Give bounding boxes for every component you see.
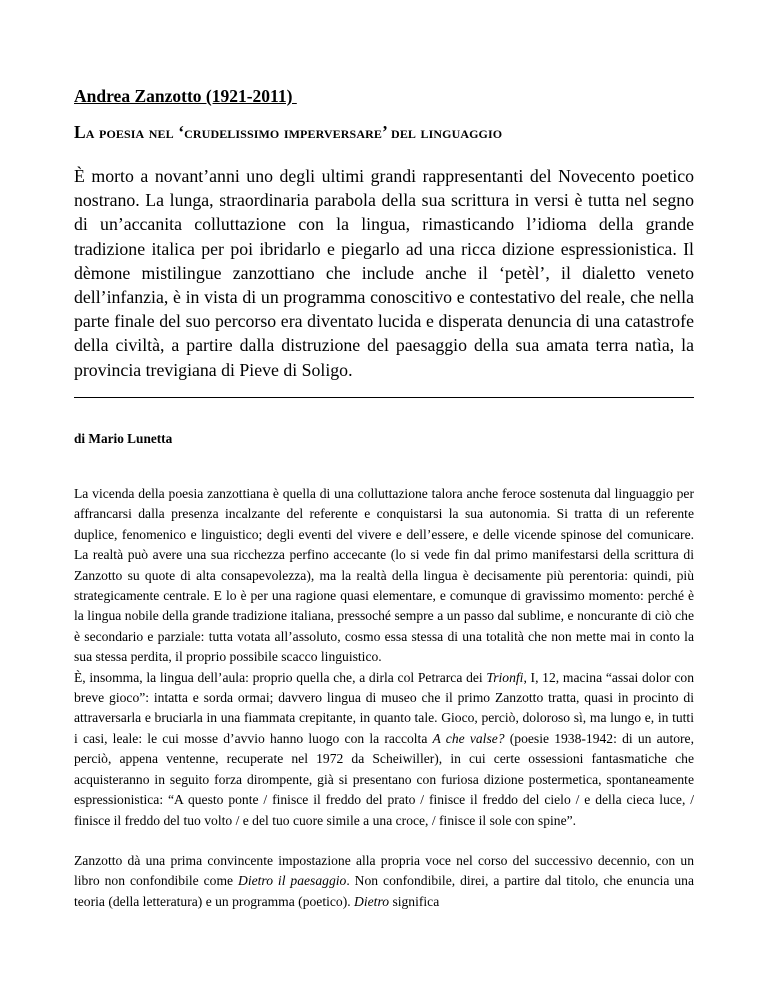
italic-title: Dietro il paesaggio: [238, 873, 347, 889]
italic-title: Trionfi: [486, 669, 524, 685]
document-title: Andrea Zanzotto (1921-2011): [74, 86, 297, 106]
author-byline: di Mario Lunetta: [74, 431, 173, 446]
italic-title: A che valse?: [432, 730, 505, 746]
document-subtitle: La poesia nel ‘crudelissimo imperversare’ del linguaggio: [74, 122, 503, 142]
body-paragraph: [74, 851, 694, 912]
abstract-paragraph: È morto a novant’anni uno degli ultimi grandi rappresentanti del Novecento poetico nostrano. La lunga, straordinaria parabola della sua scrittura in versi è tutta nel segno di un’accanita colluttazione con la lingua, rimasticando l’idioma della grande tradizione italica per poi ibridarlo e piegarlo ad una ricca dizione espressionistica. Il dèmone mistilingue zanzottiano che include anche il ‘petèl’, il dialetto veneto dell’infanzia, è in vista di un programma conoscitivo e contestativo del reale, che nella parte finale del suo percorso era diventato lucida e disperata denuncia di una catastrofe della civiltà, a partire dalla distruzione del paesaggio della sua amata terra natìa, la provincia trevigiana di Pieve di Soligo.: [74, 166, 694, 380]
italic-word: Dietro: [354, 893, 390, 909]
text-run: È, insomma, la lingua dell’aula: proprio quella che, a dirla col Petrarca dei: [74, 669, 487, 685]
text-run: . Non confondibile, direi, a partire dal titolo, che enuncia una teoria (della letteratura) e un programma (poetico).: [74, 873, 694, 909]
body-paragraph: [74, 668, 694, 831]
text-run: Zanzotto dà una prima convincente impostazione alla propria voce nel corso del successivo decennio, con un libro non confondibile come: [74, 852, 694, 889]
article-body: [74, 484, 694, 912]
horizontal-rule: [74, 397, 694, 398]
text-run: , I, 12, macina “assai dolor con breve gioco”: intatta e sorda ormai; davvero lingua di museo che il primo Zanzotto tratta, quasi in procinto di attraversarla e bruciarla in una fiammata crepitante, in quanto tale. Gioco, perciò, doloroso sì, ma lungo e, in tutti i casi, leale: le cui mosse d’avvio hanno luogo con la raccolta: [74, 669, 695, 746]
body-paragraph: La vicenda della poesia zanzottiana è quella di una colluttazione talora anche feroce sostenuta dal linguaggio per affrancarsi dalla presenza incalzante del referente e conquistarsi la sua autonomia. Si tratta di un referente duplice, fenomenico e linguistico; degli eventi del vivere e dell’essere, e delle vicende spinose del comunicare. La realtà può avere una sua ricchezza perfino accecante (lo si vede fin dal primo manifestarsi della scrittura di Zanzotto su quote di alta consapevolezza), ma la realtà della lingua è decisamente più perentoria: quindi, più strategicamente centrale. E lo è per una ragione quasi elementare, e comunque di gravissimo momento: perché è la lingua nobile della grande tradizione italiana, pressoché sempre a un passo dal sublime, e noncurante di ciò che è secondario e parziale: tutta votata all’assoluto, cosmo essa stessa di una totalità che non mette mai in conto la sua stessa perdita, il proprio possibile scacco linguistico.: [74, 486, 694, 665]
text-run: (poesie 1938-1942: di un autore, perciò, appena ventenne, recuperate nel 1972 da Scheiwiller), in cui certe ossessioni fantasmatiche che acquisteranno in seguito forza dirompente, già si presentano con furiosa dizione postermetica, spontaneamente espressionistica: “A questo ponte / finisce il freddo del prato / finisce il freddo del cielo / e della cieca luce, / finisce il freddo del tuo volto / e del tuo cuore simile a una croce, / finisce il sole con spine”.: [74, 730, 694, 828]
text-run: significa: [389, 893, 440, 909]
